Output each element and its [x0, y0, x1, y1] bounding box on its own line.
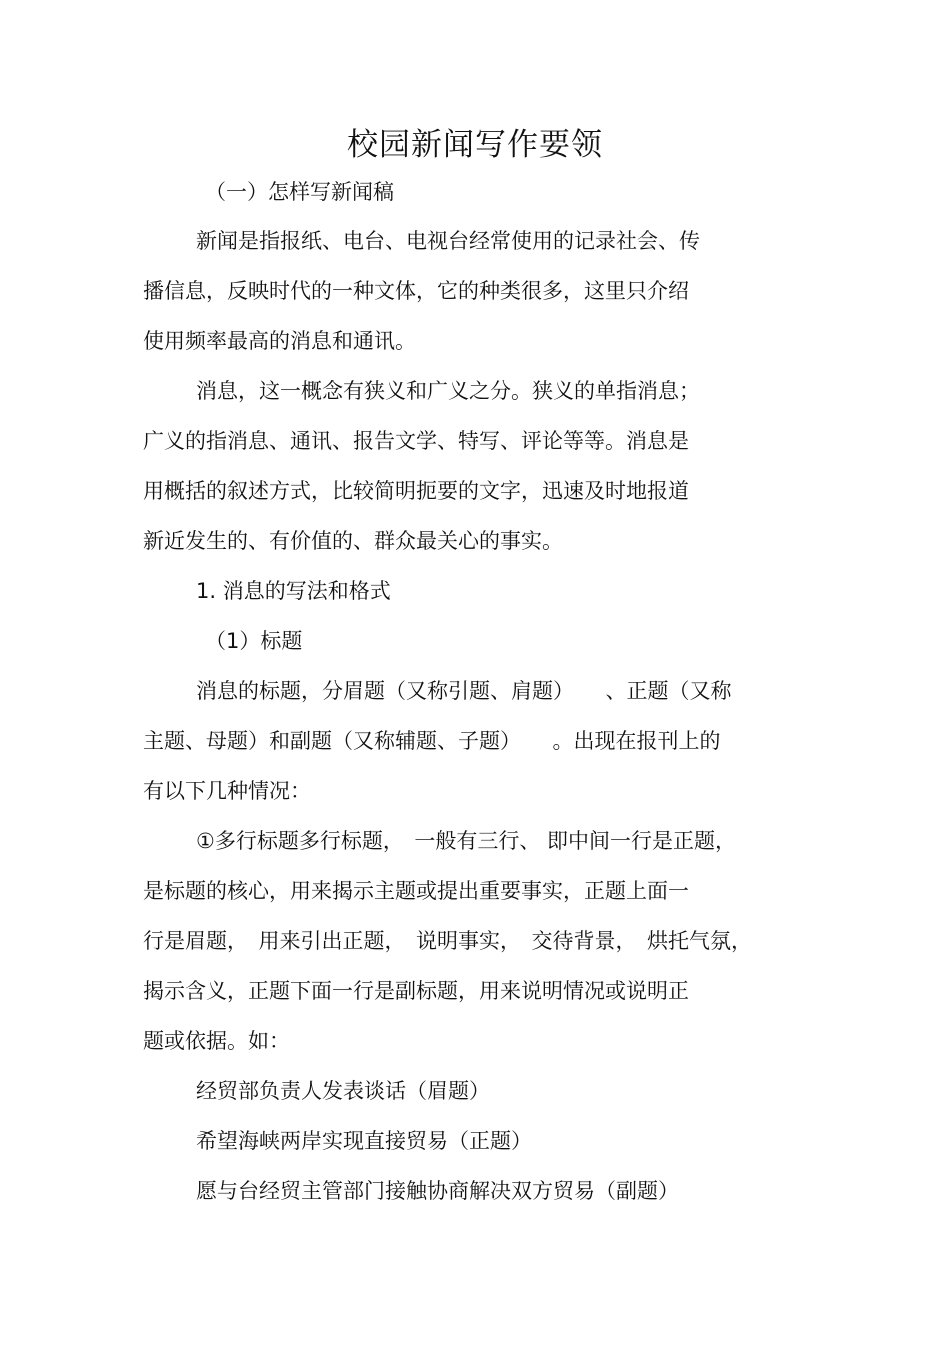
- paragraph-line: 主题、母题）和副题（又称辅题、子题） 。出现在报刊上的: [143, 729, 721, 753]
- paragraph-line: ①多行标题多行标题， 一般有三行、 即中间一行是正题，: [196, 829, 736, 853]
- paragraph-line: 消息，这一概念有狭义和广义之分。狭义的单指消息；: [196, 379, 700, 403]
- paragraph-line: 新闻是指报纸、电台、电视台经常使用的记录社会、传: [196, 229, 700, 253]
- paragraph-line: 使用频率最高的消息和通讯。: [143, 329, 416, 353]
- example-line: 经贸部负责人发表谈话（眉题）: [196, 1079, 490, 1103]
- document-title: 校园新闻写作要领: [347, 127, 603, 163]
- paragraph-line: 新近发生的、有价值的、群众最关心的事实。: [143, 529, 563, 553]
- paragraph-line: 是标题的核心，用来揭示主题或提出重要事实，正题上面一: [143, 879, 689, 903]
- paragraph-line: 广义的指消息、通讯、报告文学、特写、评论等等。消息是: [143, 429, 689, 453]
- subsection-heading: 1. 消息的写法和格式: [196, 579, 391, 603]
- example-line: 希望海峡两岸实现直接贸易（正题）: [196, 1129, 532, 1153]
- paragraph-line: 行是眉题， 用来引出正题， 说明事实， 交待背景， 烘托气氛，: [143, 929, 752, 953]
- paragraph-line: 用概括的叙述方式，比较简明扼要的文字，迅速及时地报道: [143, 479, 689, 503]
- subsection-heading: （1）标题: [205, 629, 303, 653]
- paragraph-line: 消息的标题，分眉题（又称引题、肩题） 、正题（又称: [196, 679, 732, 703]
- paragraph-line: 有以下几种情况：: [143, 779, 311, 803]
- section-heading: （一）怎样写新闻稿: [205, 180, 394, 204]
- paragraph-line: 播信息，反映时代的一种文体，它的种类很多，这里只介绍: [143, 279, 689, 303]
- paragraph-line: 揭示含义，正题下面一行是副标题，用来说明情况或说明正: [143, 979, 689, 1003]
- paragraph-line: 题或依据。如：: [143, 1029, 290, 1053]
- example-line: 愿与台经贸主管部门接触协商解决双方贸易（副题）: [196, 1179, 679, 1203]
